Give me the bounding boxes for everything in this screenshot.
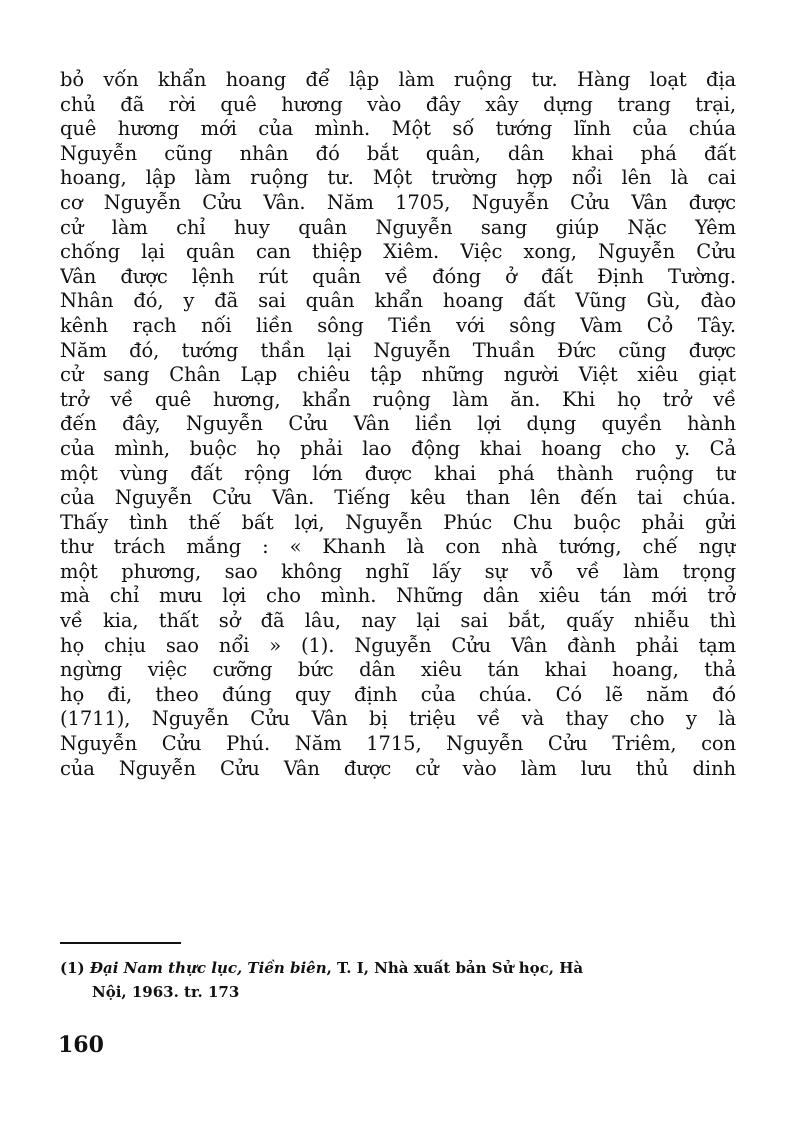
footnote-source-title: Đại Nam thực lục, Tiền biên [89,959,327,977]
text-line: cử làm chỉ huy quân Nguyễn sang giúp Nặc Yêm [60,215,736,239]
text-line: hoang, lập làm ruộng tư. Một trường hợp nổi lên là cai [60,166,736,190]
text-line: bỏ vốn khẩn hoang để lập làm ruộng tư. Hàng loạt địa [60,68,736,91]
text-line: họ chịu sao nổi » (1). Nguyễn Cửu Vân đành phải tạm [60,633,736,657]
footnote-divider [60,942,181,944]
text-line: đến đây, Nguyễn Cửu Vân liền lợi dụng quyền hành [60,412,736,436]
text-line: ngừng việc cưỡng bức dân xiêu tán khai hoang, thả [60,658,736,682]
text-line: của mình, buộc họ phải lao động khai hoang cho y. Cả [60,436,736,460]
text-line: cơ Nguyễn Cửu Vân. Năm 1705, Nguyễn Cửu Vân được [60,190,736,214]
text-line: thư trách mắng : « Khanh là con nhà tướng, chế ngự [60,535,736,559]
text-line: cử sang Chân Lạp chiêu tập những người Việt xiêu giạt [60,363,736,387]
text-line: Nguyễn cũng nhân đó bắt quân, dân khai phá đất [60,141,736,165]
text-line: quê hương mới của mình. Một số tướng lĩnh của chúa [60,117,736,141]
text-line: Vân được lệnh rút quân về đóng ở đất Định Tường. [60,264,736,288]
text-line: Nhân đó, y đã sai quân khẩn hoang đất Vũng Gù, đào [60,289,736,313]
text-line: của Nguyễn Cửu Vân. Tiếng kêu than lên đến tai chúa. [60,486,736,510]
text-line: Nguyễn Cửu Phú. Năm 1715, Nguyễn Cửu Triêm, con [60,732,736,756]
footnote-marker: (1) [60,959,85,977]
body-paragraph [60,68,736,781]
footnote-source-detail: , T. I, Nhà xuất bản Sử học, Hà [326,959,584,977]
text-line: trở về quê hương, khẩn ruộng làm ăn. Khi họ trở về [60,387,736,411]
footnote-line-2: Nội, 1963. tr. 173 [92,983,240,1001]
text-line: kênh rạch nối liền sông Tiền với sông Vàm Cỏ Tây. [60,313,736,337]
footnote [60,956,736,1004]
text-line: Thấy tình thế bất lợi, Nguyễn Phúc Chu buộc phải gửi [60,510,736,534]
page-number: 160 [58,1032,104,1058]
page-body [60,68,736,781]
text-line: chống lại quân can thiệp Xiêm. Việc xong, Nguyễn Cửu [60,240,736,264]
text-line: chủ đã rời quê hương vào đây xây dựng trang trại, [60,92,736,116]
text-line: Năm đó, tướng thần lại Nguyễn Thuần Đức cũng được [60,338,736,362]
footnote-line-1 [60,956,736,980]
text-line: về kia, thất sở đã lâu, nay lại sai bắt, quấy nhiễu thì [60,609,736,633]
text-line: (1711), Nguyễn Cửu Vân bị triệu về và thay cho y là [60,707,736,731]
text-line: mà chỉ mưu lợi cho mình. Những dân xiêu tán mới trở [60,584,736,608]
text-line: một phương, sao không nghĩ lấy sự vỗ về làm trọng [60,559,736,583]
text-line: của Nguyễn Cửu Vân được cử vào làm lưu thủ dinh [60,756,736,780]
text-line: một vùng đất rộng lớn được khai phá thành ruộng tư [60,461,736,485]
text-line: họ đi, theo đúng quy định của chúa. Có lẽ năm đó [60,682,736,706]
